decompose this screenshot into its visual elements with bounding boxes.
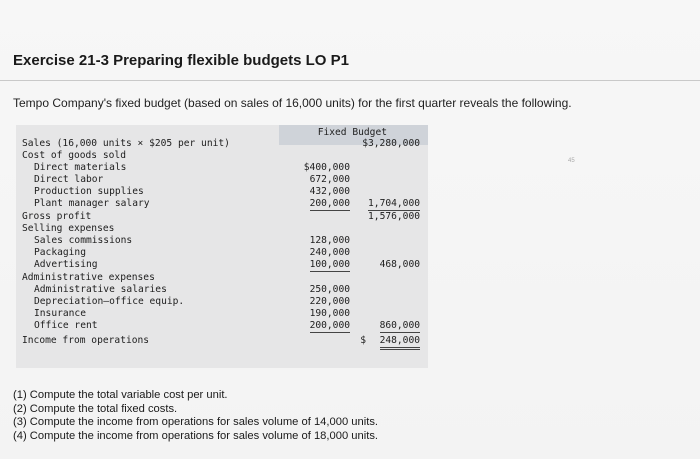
income-from-operations-label: Income from operations: [22, 335, 150, 346]
row-administrative-salaries: [16, 284, 428, 296]
row-selling-expenses: [16, 223, 428, 235]
row-insurance: [16, 308, 428, 320]
production-supplies-amount: 432,000: [309, 186, 350, 197]
selling-expenses-label: Selling expenses: [22, 223, 115, 234]
packaging-label: Packaging: [34, 247, 86, 258]
row-gross-profit: [16, 211, 428, 223]
exercise-title: Exercise 21-3 Preparing flexible budgets LO P1: [13, 52, 349, 69]
production-supplies-label: Production supplies: [34, 186, 144, 197]
direct-labor-label: Direct labor: [34, 174, 104, 185]
depreciation-amount: 220,000: [309, 296, 350, 307]
stray-mark: 45: [568, 158, 575, 164]
depreciation-label: Depreciation—office equip.: [34, 296, 185, 307]
administrative-salaries-amount: 250,000: [309, 284, 350, 295]
direct-materials-amount: $400,000: [303, 162, 350, 173]
row-packaging: [16, 247, 428, 259]
cogs-label: Cost of goods sold: [22, 150, 126, 161]
question-4: (4) Compute the income from operations for sales volume of 18,000 units.: [13, 429, 379, 442]
gross-profit-total: 1,576,000: [368, 211, 420, 222]
packaging-amount: 240,000: [309, 247, 350, 258]
row-production-supplies: [16, 186, 428, 198]
row-sales: [16, 138, 428, 150]
sales-label: Sales (16,000 units × $205 per unit): [22, 138, 230, 149]
row-advertising: [16, 259, 428, 271]
cogs-total: 1,704,000: [368, 198, 420, 209]
question-1: (1) Compute the total variable cost per unit.: [13, 389, 228, 401]
administrative-expenses-label: Administrative expenses: [22, 272, 155, 283]
fixed-budget-header: Fixed Budget: [317, 127, 387, 138]
plant-manager-salary-label: Plant manager salary: [34, 198, 150, 209]
question-3: (3) Compute the income from operations for sales volume of 14,000 units.: [13, 416, 379, 428]
row-cogs: [16, 150, 428, 162]
direct-materials-label: Direct materials: [34, 162, 127, 173]
selling-expenses-total: 468,000: [379, 259, 420, 270]
administrative-expenses-total: 860,000: [379, 320, 420, 331]
advertising-amount: 100,000: [309, 259, 350, 270]
row-plant-manager-salary: [16, 198, 428, 210]
sales-commissions-amount: 128,000: [309, 235, 350, 246]
office-rent-label: Office rent: [34, 320, 98, 331]
administrative-salaries-label: Administrative salaries: [34, 284, 167, 295]
direct-labor-amount: 672,000: [309, 174, 350, 185]
row-depreciation: [16, 296, 428, 308]
insurance-label: Insurance: [34, 308, 86, 319]
row-income-from-operations: [16, 335, 428, 347]
plant-manager-salary-amount: 200,000: [309, 198, 350, 209]
sales-commissions-label: Sales commissions: [34, 235, 133, 246]
sales-total: $3,280,000: [362, 138, 420, 149]
row-office-rent: [16, 320, 428, 332]
row-administrative-expenses: [16, 272, 428, 284]
fixed-budget-table: [16, 125, 428, 368]
insurance-amount: 190,000: [309, 308, 350, 319]
row-direct-materials: [16, 162, 428, 174]
title-divider: [0, 80, 700, 81]
income-dollar-sign: $: [360, 335, 366, 346]
gross-profit-label: Gross profit: [22, 211, 92, 222]
intro-text: Tempo Company's fixed budget (based on sales of 16,000 units) for the first quarter reveals the following.: [13, 96, 572, 110]
advertising-label: Advertising: [34, 259, 98, 270]
office-rent-amount: 200,000: [309, 320, 350, 331]
row-direct-labor: [16, 174, 428, 186]
row-sales-commissions: [16, 235, 428, 247]
question-2: (2) Compute the total fixed costs.: [13, 402, 178, 415]
questions-list: [13, 389, 378, 443]
income-from-operations-total: 248,000: [380, 335, 420, 350]
